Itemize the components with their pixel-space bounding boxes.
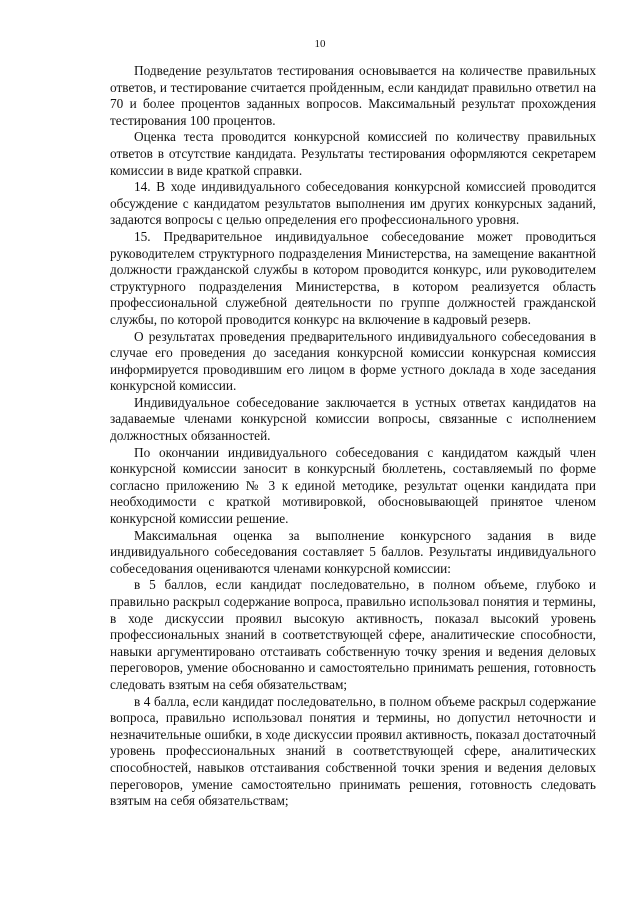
page-number: 10 bbox=[314, 38, 326, 50]
paragraph-max-score: Максимальная оценка за выполнение конкурсного задания в виде индивидуального собеседования составляет 5 баллов. Результаты индивидуального собеседования оцениваются членами конкурсной комиссии: bbox=[110, 527, 596, 576]
paragraph-preliminary-interview-results: О результатах проведения предварительного индивидуального собеседования в случае его проведения до заседания конкурсной комиссии конкурсная комиссия информируется проводившим его лицом в форме устного доклада в ходе заседания конкурсной комиссии. bbox=[110, 328, 596, 394]
paragraph-testing-results: Подведение результатов тестирования основывается на количестве правильных ответов, и тестирование считается пройденным, если кандидат правильно ответил на 70 и более процентов заданных вопросов. Максимальный результат прохождения тестирования 100 процентов. bbox=[110, 63, 596, 128]
paragraph-interview-definition: Индивидуальное собеседование заключается в устных ответах кандидатов на задаваемые членами конкурсной комиссии вопросы, связанные с исполнением должностных обязанностей. bbox=[110, 394, 596, 444]
paragraph-item-14: 14. В ходе индивидуального собеседования конкурсной комиссией проводится обсуждение с кандидатом результатов выполнения им других конкурсных заданий, задаются вопросы с целью определения его профессионального уровня. bbox=[110, 179, 596, 228]
paragraph-score-4: в 4 балла, если кандидат последовательно, в полном объеме раскрыл содержание вопроса, правильно использовал понятия и термины, но допустил неточности и незначительные ошибки, в ходе дискуссии проявил активность, показал достаточный уровень профессиональных знаний в соответствующей сфере, аналитических способностей, навыков отстаивания собственной точки зрения и ведения деловых переговоров, умение самостоятельно принимать решения, готовность следовать взятым на себя обязательствам; bbox=[110, 693, 596, 809]
paragraph-score-5: в 5 баллов, если кандидат последовательно, в полном объеме, глубоко и правильно раскрыл содержание вопроса, правильно использовал понятия и термины, в ходе дискуссии проявил высокую активность, показал высокий уровень профессиональных знаний в соответствующей сфере, аналитические способности, навыки аргументировано отстаивать собственную точку зрения и ведения деловых переговоров, умение обоснованно и самостоятельно принимать решения, готовность следовать взятым на себя обязательствам; bbox=[110, 577, 596, 692]
paragraph-item-15: 15. Предварительное индивидуальное собеседование может проводиться руководителем структурного подразделения Министерства, на замещение вакантной должности гражданской службы в котором проводится конкурс, или руководителем структурного подразделения Министерства, в котором реализуется область профессиональной служебной деятельности по группе должностей гражданской службы, по которой проводится конкурс на включение в кадровый резерв. bbox=[110, 228, 596, 327]
document-body bbox=[110, 63, 596, 810]
paragraph-ballot: По окончании индивидуального собеседования с кандидатом каждый член конкурсной комиссии заносит в конкурсный бюллетень, составляемый по форме согласно приложению № 3 к единой методике, результат оценки кандидата при необходимости с краткой мотивировкой, обосновывающей принятое членом конкурсной комиссии решение. bbox=[110, 444, 596, 527]
paragraph-test-evaluation: Оценка теста проводится конкурсной комиссией по количеству правильных ответов в отсутствие кандидата. Результаты тестирования оформляются секретарем комиссии в виде краткой справки. bbox=[110, 129, 596, 178]
